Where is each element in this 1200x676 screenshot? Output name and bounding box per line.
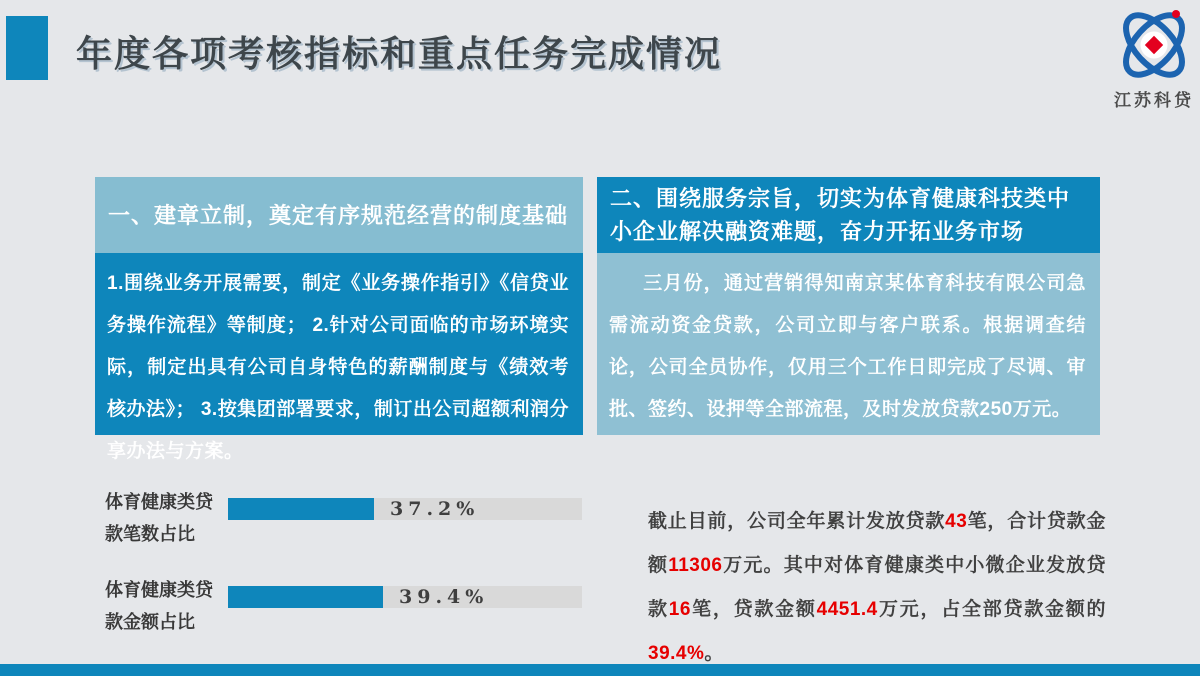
summary-highlight: 11306 [668,555,723,576]
bar-row [105,486,585,548]
summary-text: 万元，占全部贷款金额的 [877,599,1106,620]
title-accent-square [6,16,48,80]
atom-orbit-icon [1106,6,1200,84]
bar-label: 体育健康类贷款笔数占比 [105,492,213,544]
bar-row [105,574,585,636]
page-title: 年度各项考核指标和重点任务完成情况 [76,33,723,74]
section-2-body: 三月份，通过营销得知南京某体育科技有限公司急需流动资金贷款，公司立即与客户联系。根据调查结论，公司全员协作，仅用三个工作日即完成了尽调、审批、签约、设押等全部流程，及时发放贷款250万元。 [597,253,1100,435]
summary-text: 万元。其中对体育健康类中小微企业发放贷款 [648,555,1106,620]
summary-text: 笔，合计贷款金额 [648,511,1106,576]
section-2-header: 二、围绕服务宗旨，切实为体育健康科技类中小企业解决融资难题，奋力开拓业务市场 [597,177,1100,253]
bar-track [228,498,582,520]
section-1 [95,177,583,462]
summary-highlight: 16 [668,599,691,620]
section-1-body: 1.围绕业务开展需要，制定《业务操作指引》《信贷业务操作流程》等制度； 2.针对公司面临的市场环境实际，制定出具有公司自身特色的薪酬制度与《绩效考核办法》； 3.按集团部署要求，制订出公司超额利润分享办法与方案。 [95,253,583,435]
section-1-header: 一、建章立制，奠定有序规范经营的制度基础 [95,177,583,253]
summary-highlight: 39.4% [648,643,705,664]
bar-label: 体育健康类贷款金额占比 [105,580,213,632]
section-2 [597,177,1100,435]
summary-highlight: 43 [945,511,968,532]
summary-paragraph [648,500,1106,676]
bar-value-label: 37.2% [390,498,480,520]
bar-track [228,586,582,608]
summary-highlight: 4451.4 [816,599,878,620]
bar-fill [228,586,383,608]
summary-text: 截止目前，公司全年累计发放贷款 [648,511,946,532]
footer-accent-bar [0,664,1200,676]
bar-fill [228,498,374,520]
company-logo [1106,6,1200,111]
summary-text: 笔，贷款金额 [690,599,817,620]
bar-value-label: 39.4% [399,586,489,608]
logo-text: 江苏科贷 [1114,91,1194,110]
summary-text: 。 [704,643,724,664]
